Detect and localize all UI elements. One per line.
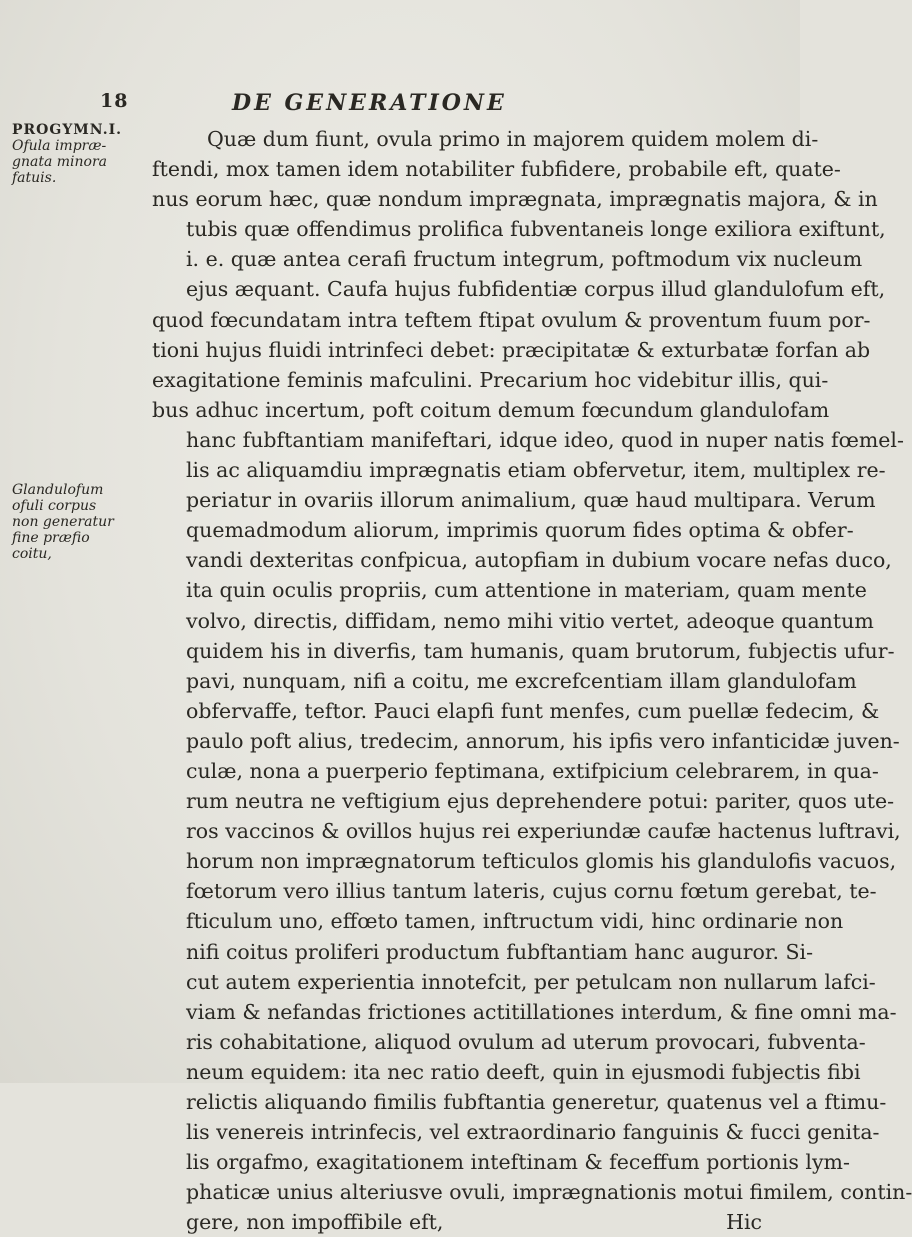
text-line: viam & nefandas frictiones actitillationes interdum, & fine omni ma- <box>186 999 897 1024</box>
margin-note-line: fine præfio <box>12 530 90 546</box>
text-line: periatur in ovariis illorum animalium, quæ haud multipara. Verum <box>186 488 876 513</box>
margin-note-line: ofuli corpus <box>12 498 97 514</box>
text-line: phaticæ unius alteriusve ovuli, imprægnationis motui fimilem, contin- <box>186 1180 912 1205</box>
paper-blemish <box>648 1012 656 1020</box>
text-line: lis ac aliquamdiu imprægnatis etiam obfervetur, item, multiplex re- <box>186 458 886 483</box>
text-line: exagitatione feminis mafculini. Precarium hoc videbitur illis, qui- <box>152 367 829 392</box>
text-line: lis venereis intrinfecis, vel extraordinario fanguinis & fucci genita- <box>186 1120 880 1145</box>
text-line: volvo, directis, diffidam, nemo mihi vitio vertet, adeoque quantum <box>186 608 874 633</box>
text-line: ros vaccinos & ovillos hujus rei experiundæ caufæ hactenus luftravi, <box>186 819 901 844</box>
catchword: Hic <box>726 1210 762 1235</box>
text-line: pavi, nunquam, nifi a coitu, me excrefcentiam illam glandulofam <box>186 668 857 693</box>
margin-note-line: non generatur <box>12 514 114 530</box>
text-line: quemadmodum aliorum, imprimis quorum fides optima & obfer- <box>186 518 854 543</box>
last-text-row <box>152 1207 792 1237</box>
text-line: nus eorum hæc, quæ nondum imprægnata, imprægnatis majora, & in <box>152 187 878 212</box>
text-line: quod fœcundatam intra teftem ftipat ovulum & proventum fuum por- <box>152 307 871 332</box>
page-header <box>0 90 800 124</box>
margin-note-glandulosum <box>12 482 147 562</box>
text-line: quidem his in diverfis, tam humanis, quam brutorum, fubjectis ufur- <box>186 638 895 663</box>
text-line: neum equidem: ita nec ratio deeft, quin in ejusmodi fubjectis fibi <box>186 1059 861 1084</box>
margin-note-line: Ofula impræ- <box>12 138 107 154</box>
margin-note-line: gnata minora <box>12 154 107 170</box>
text-line: ita quin oculis propriis, cum attentione in materiam, quam mente <box>186 578 867 603</box>
running-title: DE GENERATIONE <box>232 90 507 116</box>
text-line: ftendi, mox tamen idem notabiliter fubfidere, probabile eft, quate- <box>152 157 841 182</box>
text-line: relictis aliquando fimilis fubftantia generetur, quatenus vel a ftimu- <box>186 1090 887 1114</box>
main-text <box>152 124 912 1237</box>
text-line: cut autem experientia innotefcit, per petulcam non nullarum lafci- <box>186 969 876 994</box>
text-line: Quæ dum fiunt, ovula primo in majorem quidem molem di- <box>207 127 819 151</box>
text-line: culæ, nona a puerperio feptimana, extifpicium celebrarem, in qua- <box>186 758 879 783</box>
margin-note-ovula <box>12 122 147 186</box>
margin-note-heading: PROGYMN.I. <box>12 122 123 138</box>
text-line: paulo poft alius, tredecim, annorum, his ipfis vero infanticidæ juven- <box>186 728 900 753</box>
page-number: 18 <box>100 90 129 112</box>
text-line: vandi dexteritas confpicua, autopfiam in dubium vocare nefas duco, <box>186 548 892 573</box>
margin-note-line: Glandulofum <box>12 482 104 498</box>
text-line: nifi coitus proliferi productum fubftantiam hanc auguror. Si- <box>186 939 814 964</box>
text-line: gere, non impoffibile eft, <box>186 1210 444 1235</box>
text-line: lis orgafmo, exagitationem inteftinam & feceffum portionis lym- <box>186 1150 850 1175</box>
text-line: horum non imprægnatorum tefticulos glomis his glandulofis vacuos, <box>186 849 897 874</box>
text-line: i. e. quæ antea cerafi fructum integrum, poftmodum vix nucleum <box>186 247 863 272</box>
text-line: tubis quæ offendimus prolifica fubventaneis longe exiliora exiftunt, <box>186 217 886 242</box>
text-line: obfervaffe, teftor. Pauci elapfi funt menfes, cum puellæ fedecim, & <box>186 698 880 723</box>
text-line: fticulum uno, effœto tamen, inftructum vidi, hinc ordinarie non <box>186 909 844 934</box>
margin-note-line: fatuis. <box>12 170 57 186</box>
text-line: bus adhuc incertum, poft coitum demum fœcundum glandulofam <box>152 397 830 422</box>
text-line: hanc fubftantiam manifeftari, idque ideo, quod in nuper natis fœmel- <box>186 427 904 452</box>
text-line: ejus æquant. Caufa hujus fubfidentiæ corpus illud glandulofum eft, <box>186 277 886 302</box>
text-line: ris cohabitatione, aliquod ovulum ad uterum provocari, fubventa- <box>186 1029 866 1054</box>
text-line: fœtorum vero illius tantum lateris, cujus cornu fœtum gerebat, te- <box>186 879 877 904</box>
text-line: tioni hujus fluidi intrinfeci debet: præcipitatæ & exturbatæ forfan ab <box>152 337 871 362</box>
margin-note-line: coitu, <box>12 546 52 562</box>
text-line: rum neutra ne veftigium ejus deprehendere potui: pariter, quos ute- <box>186 789 895 814</box>
